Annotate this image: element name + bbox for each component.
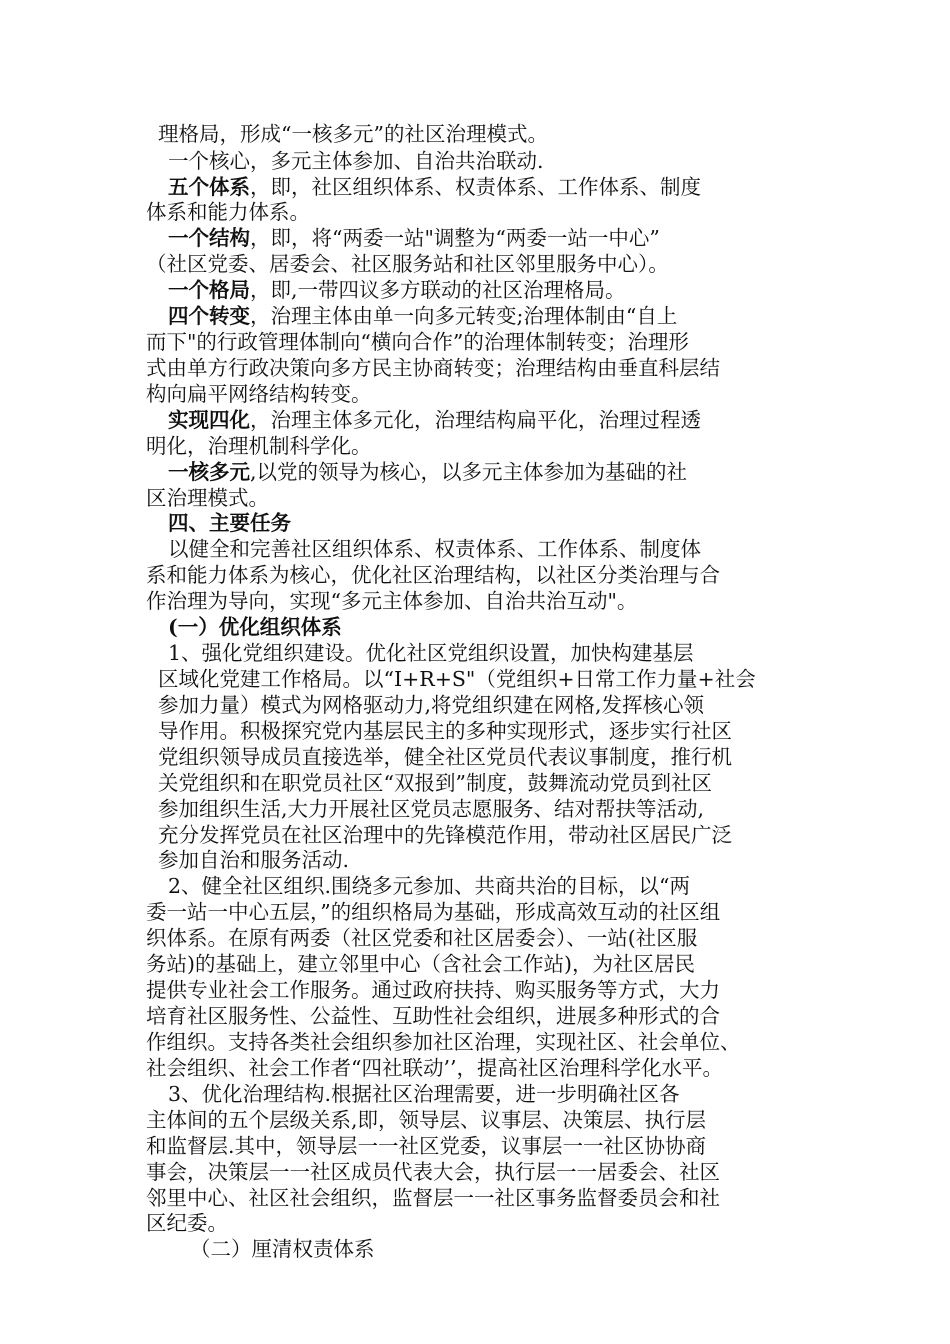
text-line bbox=[168, 174, 701, 200]
line-text: 关党组织和在职党员社区“双报到”制度，鼓舞流动党员到社区 bbox=[158, 771, 712, 795]
text-line bbox=[146, 329, 689, 355]
line-text: 和监督层.其中，领导层一一社区党委，议事层一一社区协协商 bbox=[146, 1134, 707, 1158]
text-line bbox=[168, 225, 660, 251]
line-text: ，治理主体由单一向多元转变;治理体制由“自上 bbox=[250, 304, 678, 328]
text-line bbox=[146, 951, 695, 977]
text-line bbox=[158, 718, 732, 744]
text-line bbox=[168, 407, 701, 433]
text-line bbox=[146, 381, 372, 407]
text-line bbox=[146, 485, 269, 511]
line-text: 式由单方行政决策向多方民主协商转变；治理结构由垂直科层结 bbox=[146, 356, 720, 380]
line-text: 务站)的基础上，建立邻里中心（含社会工作站)，为社区居民 bbox=[146, 952, 695, 976]
line-text: 系和能力体系为核心，优化社区治理结构，以社区分类治理与合 bbox=[146, 563, 720, 587]
bold-lead: 四、主要任务 bbox=[168, 511, 291, 535]
text-line bbox=[168, 536, 701, 562]
bold-lead: 一核多元 bbox=[168, 460, 250, 484]
line-text: 党组织领导成员直接选举，健全社区党员代表议事制度，推行机 bbox=[158, 745, 732, 769]
line-text: ，即，社区组织体系、权责体系、工作体系、制度 bbox=[250, 175, 701, 199]
bold-lead: 一个结构 bbox=[168, 226, 250, 250]
bold-lead: 五个体系 bbox=[168, 175, 250, 199]
text-line bbox=[146, 1003, 720, 1029]
line-text: 3、优化治理结构.根据社区治理需要，进一步明确社区各 bbox=[168, 1082, 680, 1106]
line-text: 明化，治理机制科学化。 bbox=[146, 434, 372, 458]
line-text: 理格局，形成“一核多元”的社区治理模式。 bbox=[158, 122, 548, 146]
line-text: 提供专业社会工作服务。通过政府扶持、购买服务等方式，大力 bbox=[146, 978, 720, 1002]
line-text: 参加力量）模式为网格驱动力,将党组织建在网格,发挥核心领 bbox=[158, 693, 705, 717]
text-line bbox=[146, 251, 669, 277]
line-text: 区治理模式。 bbox=[146, 486, 269, 510]
line-text: ，治理主体多元化，治理结构扁平化，治理过程透 bbox=[250, 408, 701, 432]
text-line bbox=[146, 588, 637, 614]
line-text: ,以党的领导为核心，以多元主体参加为基础的社 bbox=[250, 460, 688, 484]
line-text: 培育社区服务性、公益性、互助性社会组织，进展多种形式的合 bbox=[146, 1004, 720, 1028]
line-text: 2、健全社区组织.围绕多元参加、共商共治的目标，以“两 bbox=[168, 874, 691, 898]
text-line bbox=[168, 303, 677, 329]
text-line bbox=[190, 1236, 375, 1262]
line-text: 一个核心，多元主体参加、自治共治联动. bbox=[168, 149, 544, 173]
bold-lead: (一）优化组织体系 bbox=[168, 615, 342, 639]
text-line bbox=[146, 199, 310, 225]
text-line bbox=[146, 1055, 723, 1081]
line-text: 参加组织生活,大力开展社区党员志愿服务、结对帮扶等活动, bbox=[158, 797, 705, 821]
bold-lead: 四个转变 bbox=[168, 304, 250, 328]
text-line bbox=[168, 510, 291, 536]
text-line bbox=[146, 1185, 720, 1211]
line-text: 主体间的五个层级关系,即，领导层、议事层、决策层、执行层 bbox=[146, 1108, 707, 1132]
line-text: ，即,一带四议多方联动的社区治理格局。 bbox=[250, 278, 626, 302]
text-line bbox=[158, 744, 732, 770]
text-line bbox=[158, 121, 548, 147]
line-text: 区域化党建工作格局。以“I+R+S"（党组织+日常工作力量+社会 bbox=[158, 667, 756, 691]
line-text: 区纪委。 bbox=[146, 1211, 228, 1235]
line-text: （社区党委、居委会、社区服务站和社区邻里服务中心）。 bbox=[146, 252, 669, 276]
text-line bbox=[158, 666, 756, 692]
text-line bbox=[158, 770, 712, 796]
text-line bbox=[146, 1133, 706, 1159]
line-text: 体系和能力体系。 bbox=[146, 200, 310, 224]
text-line bbox=[168, 277, 626, 303]
line-text: 作治理为导向，实现“多元主体参加、自治共治互动"。 bbox=[146, 589, 638, 613]
bold-lead: 实现四化 bbox=[168, 408, 250, 432]
text-line bbox=[158, 847, 349, 873]
text-line bbox=[158, 692, 704, 718]
text-line bbox=[146, 1159, 720, 1185]
text-line bbox=[158, 796, 704, 822]
text-line bbox=[146, 1029, 741, 1055]
line-text: 委一站一中心五层，”的组织格局为基础，形成高效互动的社区组 bbox=[146, 900, 721, 924]
text-line bbox=[146, 433, 372, 459]
line-text: 邻里中心、社区社会组织，监督层一一社区事务监督委员会和社 bbox=[146, 1186, 720, 1210]
text-line bbox=[146, 1210, 228, 1236]
text-line bbox=[146, 1107, 706, 1133]
line-text: （二）厘清权责体系 bbox=[190, 1237, 375, 1261]
text-line bbox=[168, 459, 687, 485]
text-line bbox=[168, 614, 342, 640]
line-text: 作组织。支持各类社会组织参加社区治理，实现社区、社会单位、 bbox=[146, 1030, 741, 1054]
line-text: 织体系。在原有两委（社区党委和社区居委会）、一站(社区服 bbox=[146, 926, 698, 950]
line-text: 参加自治和服务活动. bbox=[158, 848, 350, 872]
text-line bbox=[168, 640, 694, 666]
text-line bbox=[158, 822, 732, 848]
line-text: ，即，将“两委一站"调整为“两委一站一中心” bbox=[250, 226, 660, 250]
line-text: 以健全和完善社区组织体系、权责体系、工作体系、制度体 bbox=[168, 537, 701, 561]
line-text: 1、强化党组织建设。优化社区党组织设置，加快构建基层 bbox=[168, 641, 694, 665]
line-text: 充分发挥党员在社区治理中的先锋模范作用，带动社区居民广泛 bbox=[158, 823, 732, 847]
text-line bbox=[168, 148, 544, 174]
line-text: 构向扁平网络结构转变。 bbox=[146, 382, 372, 406]
line-text: 社会组织、社会工作者“四社联动’’，提高社区治理科学化水平。 bbox=[146, 1056, 724, 1080]
line-text: 导作用。积极探究党内基层民主的多种实现形式，逐步实行社区 bbox=[158, 719, 732, 743]
text-line bbox=[146, 355, 720, 381]
text-line bbox=[146, 899, 720, 925]
line-text: 事会，决策层一一社区成员代表大会，执行层一一居委会、社区 bbox=[146, 1160, 720, 1184]
line-text: 而下"的行政管理体制向“横向合作”的治理体制转变；治理形 bbox=[146, 330, 689, 354]
text-line bbox=[146, 925, 697, 951]
text-line bbox=[168, 1081, 680, 1107]
text-line bbox=[146, 562, 720, 588]
text-line bbox=[168, 873, 690, 899]
text-line bbox=[146, 977, 720, 1003]
bold-lead: 一个格局 bbox=[168, 278, 250, 302]
